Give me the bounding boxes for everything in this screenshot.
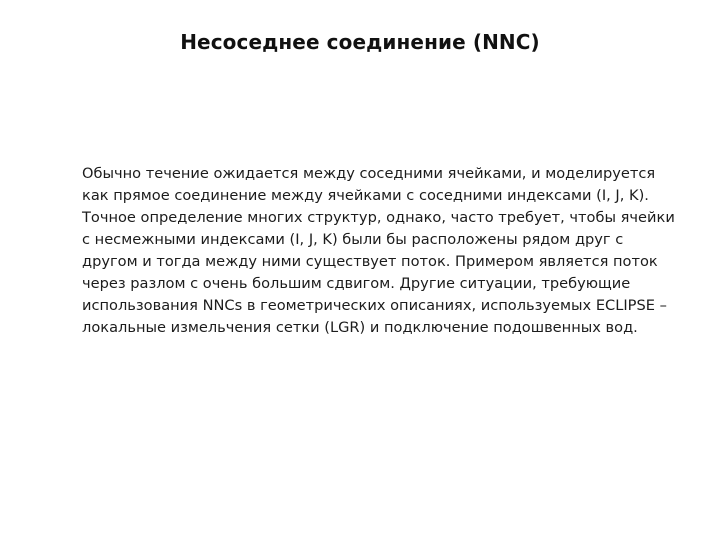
body-line: Точное определение многих структур, однако, часто требует, чтобы ячейки: [82, 209, 675, 226]
body-line: как прямое соединение между ячейками с соседними индексами (I, J, K).: [82, 187, 649, 204]
body-line: через разлом с очень большим сдвигом. Другие ситуации, требующие: [82, 275, 631, 292]
body-line: использования NNCs в геометрических описаниях, используемых ECLIPSE –: [82, 297, 667, 314]
body-line: Обычно течение ожидается между соседними ячейками, и моделируется: [82, 165, 656, 182]
body-line: с несмежными индексами (I, J, K) были бы расположены рядом друг с: [82, 231, 624, 248]
body-line: локальные измельчения сетки (LGR) и подключение подошвенных вод.: [82, 319, 638, 336]
body-line: другом и тогда между ними существует поток. Примером является поток: [82, 253, 658, 270]
slide-body-text: [82, 163, 675, 339]
slide-title: Несоседнее соединение (NNC): [180, 30, 540, 54]
